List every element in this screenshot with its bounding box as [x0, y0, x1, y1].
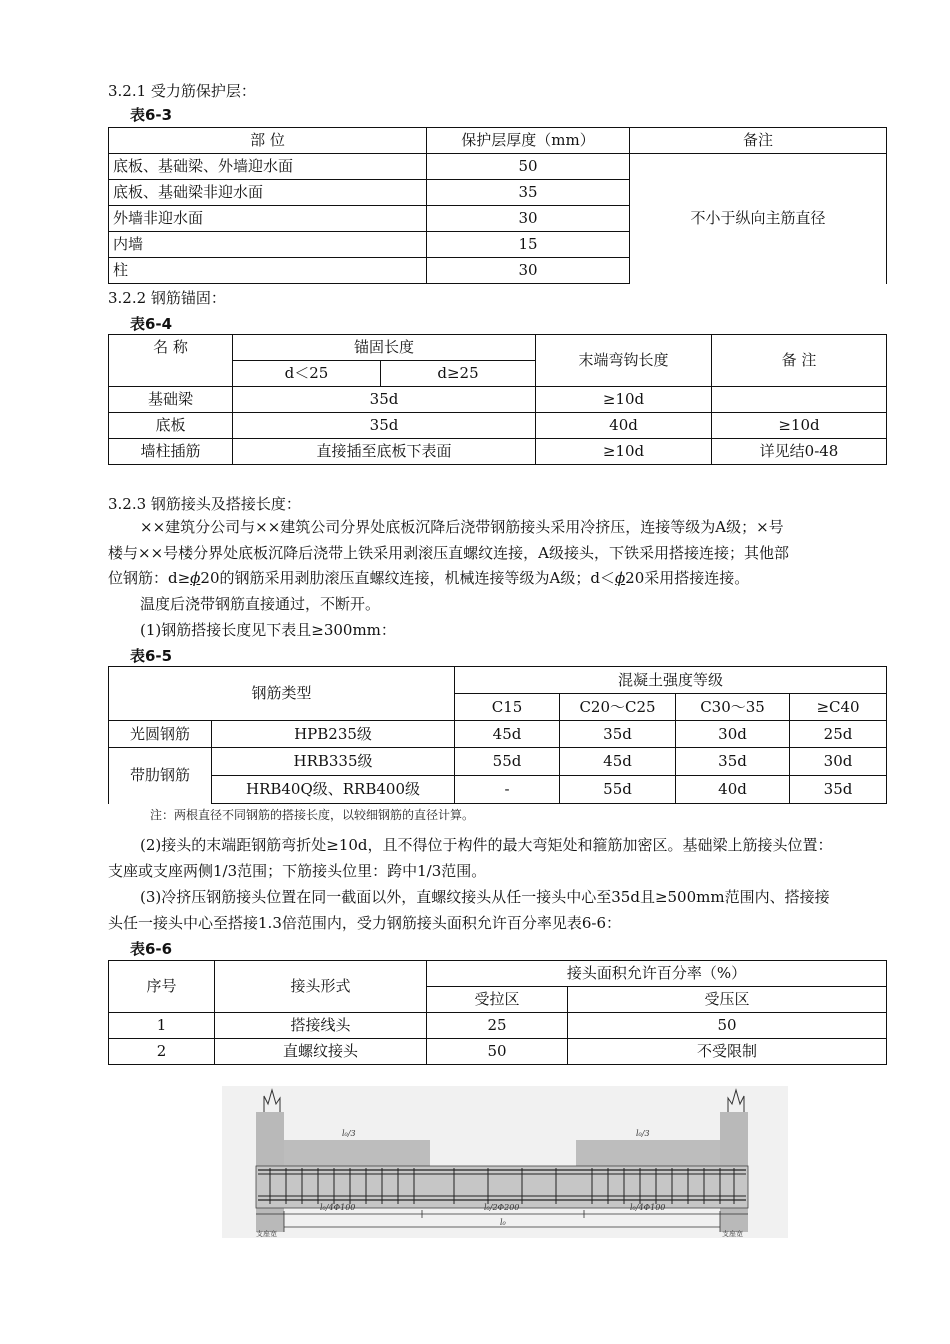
table-cell: 外墙非迎水面: [109, 206, 427, 232]
header-remark: 备注: [630, 128, 887, 154]
table-cell: 35d: [676, 748, 790, 776]
header-compression: 受压区: [568, 987, 887, 1013]
table-cell: 不受限制: [568, 1039, 887, 1065]
label-span: l₀: [500, 1218, 506, 1227]
beam-body: [256, 1166, 748, 1208]
table-6-5-label: 表6-5: [130, 647, 173, 665]
header-part: 部 位: [109, 128, 427, 154]
table-cell: 详见结0-48: [712, 439, 887, 465]
label-right-support: 支座宽: [722, 1230, 743, 1238]
header-no: 序号: [109, 961, 215, 1013]
section-3-2-3-heading: 3.2.3 钢筋接头及搭接长度：: [108, 495, 301, 513]
joint-percentage-table: [108, 960, 887, 1065]
header-name: 名 称: [109, 335, 233, 387]
text-fragment: 20的钢筋采用剥肋滚压直螺纹连接，机械连接等级为A级；d＜: [200, 569, 615, 587]
label-left-support: 支座宽: [256, 1230, 277, 1238]
table-cell: 25d: [790, 721, 887, 748]
header-d-lt-25: d＜25: [233, 361, 381, 387]
table-6-4-label: 表6-4: [130, 315, 173, 333]
table-cell: 基础梁: [109, 387, 233, 413]
paragraph-line: (3)冷挤压钢筋接头位置在同一截面以外，直螺纹接头从任一接头中心至35d且≥500mm范围内、搭接接: [140, 888, 830, 906]
left-top-zone: [284, 1140, 430, 1166]
paragraph-line: 温度后浇带钢筋直接通过，不断开。: [140, 595, 381, 613]
anchor-table: [108, 334, 887, 465]
header-anchor: 锚固长度: [233, 335, 536, 361]
table-cell: ≥10d: [536, 387, 712, 413]
table-cell: 带肋钢筋: [109, 748, 212, 804]
table-cell: 55d: [560, 776, 676, 804]
table-cell: 35d: [560, 721, 676, 748]
cover-table: [108, 127, 887, 284]
table-cell: 柱: [109, 258, 427, 284]
header-tension: 受拉区: [427, 987, 568, 1013]
table-cell: 2: [109, 1039, 215, 1065]
header-remark: 备 注: [712, 335, 887, 387]
header-grade-c15: C15: [455, 694, 560, 721]
header-d-ge-25: d≥25: [381, 361, 536, 387]
table-cell: 50: [427, 154, 630, 180]
table-cell: 40d: [676, 776, 790, 804]
header-type: 钢筋类型: [109, 667, 455, 721]
text-fragment: 20采用搭接连接。: [625, 569, 750, 587]
section-3-2-1-heading: 3.2.1 受力筋保护层：: [108, 82, 256, 100]
right-top-zone: [576, 1140, 720, 1166]
header-thickness: 保护层厚度（mm）: [427, 128, 630, 154]
phi-symbol: ϕ: [614, 569, 626, 587]
table-cell: 光圆钢筋: [109, 721, 212, 748]
table-cell: [712, 387, 887, 413]
table-cell: 35d: [233, 387, 536, 413]
table-cell: HPB235级: [212, 721, 455, 748]
table-note: 注：两根直径不同钢筋的搭接长度，以较细钢筋的直径计算。: [150, 808, 475, 822]
table-cell: 底板: [109, 413, 233, 439]
table-cell: 30d: [790, 748, 887, 776]
header-grade: 混凝土强度等级: [455, 667, 887, 694]
table-cell: 25: [427, 1013, 568, 1039]
table-cell: 40d: [536, 413, 712, 439]
table-cell: 30d: [676, 721, 790, 748]
table-cell: 30: [427, 206, 630, 232]
table-cell: 直接插至底板下表面: [233, 439, 536, 465]
label-left-third: l₀/3: [342, 1129, 356, 1138]
table-cell: 50: [568, 1013, 887, 1039]
paragraph-line: 楼与××号楼分界处底板沉降后浇带上铁采用剥滚压直螺纹连接，A级接头，下铁采用搭接连接；其他部: [108, 544, 789, 562]
text-fragment: 位钢筋：d≥: [108, 569, 191, 587]
table-cell: 35: [427, 180, 630, 206]
table-cell: 35d: [790, 776, 887, 804]
table-cell: 底板、基础梁、外墙迎水面: [109, 154, 427, 180]
header-grade-c40: ≥C40: [790, 694, 887, 721]
table-cell: 搭接线头: [215, 1013, 427, 1039]
beam-splice-diagram: [222, 1086, 788, 1238]
splice-length-table: [108, 666, 887, 804]
paragraph-line: [108, 565, 749, 591]
table-cell: 直螺纹接头: [215, 1039, 427, 1065]
table-cell: HRB40Q级、RRB400级: [212, 776, 455, 804]
header-form: 接头形式: [215, 961, 427, 1013]
table-cell: 底板、基础梁非迎水面: [109, 180, 427, 206]
header-hook: 末端弯钩长度: [536, 335, 712, 387]
table-cell: HRB335级: [212, 748, 455, 776]
label-right-third: l₀/3: [636, 1129, 650, 1138]
paragraph-line: (1)钢筋搭接长度见下表且≥300mm：: [140, 621, 396, 639]
table-cell: 35d: [233, 413, 536, 439]
remark-cell: 不小于纵向主筋直径: [630, 154, 887, 284]
phi-symbol: ϕ: [190, 569, 201, 587]
table-cell: 50: [427, 1039, 568, 1065]
table-cell: 45d: [455, 721, 560, 748]
table-cell: -: [455, 776, 560, 804]
table-cell: ≥10d: [712, 413, 887, 439]
label-left-stirrup: l₀/4Φ100: [320, 1203, 356, 1212]
table-cell: ≥10d: [536, 439, 712, 465]
table-6-3-label: 表6-3: [130, 106, 173, 124]
label-mid-stirrup: l₀/2Φ200: [484, 1203, 520, 1212]
paragraph-line: 头任一接头中心至搭接1.3倍范围内，受力钢筋接头面积允许百分率见表6-6：: [108, 914, 622, 932]
header-percentage: 接头面积允许百分率（%）: [427, 961, 887, 987]
header-grade-c20: C20～C25: [560, 694, 676, 721]
table-cell: 30: [427, 258, 630, 284]
table-cell: 55d: [455, 748, 560, 776]
table-cell: 墙柱插筋: [109, 439, 233, 465]
section-3-2-2-heading: 3.2.2 钢筋锚固：: [108, 289, 226, 307]
table-cell: 内墙: [109, 232, 427, 258]
paragraph-line: 支座或支座两侧1/3范围；下筋接头位里：跨中1/3范围。: [108, 862, 487, 880]
table-6-6-label: 表6-6: [130, 940, 173, 958]
table-cell: 15: [427, 232, 630, 258]
table-cell: 1: [109, 1013, 215, 1039]
header-grade-c30: C30～35: [676, 694, 790, 721]
table-cell: 45d: [560, 748, 676, 776]
paragraph-line: ××建筑分公司与××建筑公司分界处底板沉降后浇带钢筋接头采用冷挤压，连接等级为A级；×号: [140, 518, 784, 536]
label-right-stirrup: l₀/4Φ100: [630, 1203, 666, 1212]
paragraph-line: (2)接头的末端距钢筋弯折处≥10d，且不得位于构件的最大弯矩处和箍筋加密区。基础梁上筋接头位置：: [140, 836, 833, 854]
